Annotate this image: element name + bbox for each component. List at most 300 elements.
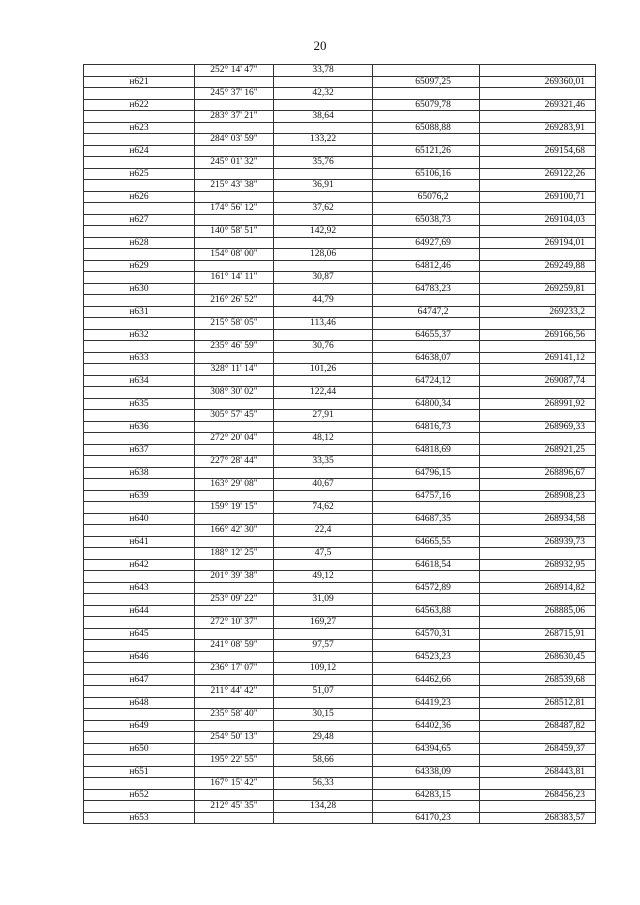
table-row-point bbox=[84, 582, 596, 594]
segment-length-cell: 47,5 bbox=[274, 548, 373, 560]
table-row-point bbox=[84, 421, 596, 433]
table-row-point bbox=[84, 490, 596, 502]
table-row-segment bbox=[84, 364, 596, 376]
angle-cell-empty bbox=[195, 260, 274, 272]
segment-length-cell: 169,27 bbox=[274, 617, 373, 629]
segment-length-cell: 30,15 bbox=[274, 709, 373, 721]
angle-cell-empty bbox=[195, 513, 274, 525]
x-cell-empty bbox=[373, 801, 480, 813]
y-coordinate-cell: 269122,26 bbox=[480, 168, 596, 180]
angle-cell-empty bbox=[195, 490, 274, 502]
y-cell-empty bbox=[480, 548, 596, 560]
table-row-point bbox=[84, 559, 596, 571]
y-coordinate-cell: 268487,82 bbox=[480, 720, 596, 732]
point-name-cell: н650 bbox=[84, 743, 195, 755]
point-cell-empty bbox=[84, 272, 195, 284]
direction-angle-cell: 227° 28' 44" bbox=[195, 456, 274, 468]
segment-length-cell: 133,22 bbox=[274, 134, 373, 146]
y-coordinate-cell: 268934,58 bbox=[480, 513, 596, 525]
angle-cell-empty bbox=[195, 398, 274, 410]
x-coordinate-cell: 64570,31 bbox=[373, 628, 480, 640]
point-cell-empty bbox=[84, 686, 195, 698]
x-cell-empty bbox=[373, 341, 480, 353]
y-cell-empty bbox=[480, 594, 596, 606]
y-cell-empty bbox=[480, 111, 596, 123]
x-cell-empty bbox=[373, 709, 480, 721]
segment-length-cell: 33,78 bbox=[274, 65, 373, 77]
x-cell-empty bbox=[373, 272, 480, 284]
table-row-point bbox=[84, 766, 596, 778]
point-cell-empty bbox=[84, 203, 195, 215]
length-cell-empty bbox=[274, 651, 373, 663]
y-cell-empty bbox=[480, 456, 596, 468]
table-row-point bbox=[84, 329, 596, 341]
table-row-point bbox=[84, 812, 596, 824]
table-row-segment bbox=[84, 709, 596, 721]
segment-length-cell: 31,09 bbox=[274, 594, 373, 606]
point-name-cell: н648 bbox=[84, 697, 195, 709]
length-cell-empty bbox=[274, 766, 373, 778]
x-coordinate-cell: 64665,55 bbox=[373, 536, 480, 548]
direction-angle-cell: 163° 29' 08" bbox=[195, 479, 274, 491]
y-cell-empty bbox=[480, 364, 596, 376]
point-cell-empty bbox=[84, 778, 195, 790]
segment-length-cell: 113,46 bbox=[274, 318, 373, 330]
point-name-cell: н626 bbox=[84, 191, 195, 203]
x-coordinate-cell: 64402,36 bbox=[373, 720, 480, 732]
y-cell-empty bbox=[480, 686, 596, 698]
table-row-segment bbox=[84, 433, 596, 445]
y-coordinate-cell: 268512,81 bbox=[480, 697, 596, 709]
point-name-cell: н624 bbox=[84, 145, 195, 157]
x-coordinate-cell: 65038,73 bbox=[373, 214, 480, 226]
length-cell-empty bbox=[274, 375, 373, 387]
y-cell-empty bbox=[480, 433, 596, 445]
table-row-segment bbox=[84, 755, 596, 767]
angle-cell-empty bbox=[195, 674, 274, 686]
table-row-segment bbox=[84, 318, 596, 330]
y-cell-empty bbox=[480, 134, 596, 146]
point-cell-empty bbox=[84, 732, 195, 744]
point-cell-empty bbox=[84, 640, 195, 652]
point-cell-empty bbox=[84, 801, 195, 813]
table-row-segment bbox=[84, 341, 596, 353]
table-row-segment bbox=[84, 502, 596, 514]
point-cell-empty bbox=[84, 410, 195, 422]
y-coordinate-cell: 268932,95 bbox=[480, 559, 596, 571]
x-cell-empty bbox=[373, 387, 480, 399]
table-row-segment bbox=[84, 571, 596, 583]
point-name-cell: н632 bbox=[84, 329, 195, 341]
point-name-cell: н621 bbox=[84, 76, 195, 88]
direction-angle-cell: 211° 44' 42" bbox=[195, 686, 274, 698]
point-name-cell: н625 bbox=[84, 168, 195, 180]
point-cell-empty bbox=[84, 456, 195, 468]
y-coordinate-cell: 269141,12 bbox=[480, 352, 596, 364]
angle-cell-empty bbox=[195, 789, 274, 801]
table-row-point bbox=[84, 674, 596, 686]
y-coordinate-cell: 268921,25 bbox=[480, 444, 596, 456]
direction-angle-cell: 215° 58' 05" bbox=[195, 318, 274, 330]
y-coordinate-cell: 268456,23 bbox=[480, 789, 596, 801]
table-row-point bbox=[84, 260, 596, 272]
angle-cell-empty bbox=[195, 168, 274, 180]
segment-length-cell: 49,12 bbox=[274, 571, 373, 583]
x-coordinate-cell: 64618,54 bbox=[373, 559, 480, 571]
x-coordinate-cell: 65106,16 bbox=[373, 168, 480, 180]
y-coordinate-cell: 268914,82 bbox=[480, 582, 596, 594]
direction-angle-cell: 235° 58' 40" bbox=[195, 709, 274, 721]
table-row-segment bbox=[84, 456, 596, 468]
table-row-point bbox=[84, 398, 596, 410]
point-name-cell: н634 bbox=[84, 375, 195, 387]
table-row-segment bbox=[84, 410, 596, 422]
x-coordinate-cell: 64818,69 bbox=[373, 444, 480, 456]
y-coordinate-cell: 269166,56 bbox=[480, 329, 596, 341]
point-cell-empty bbox=[84, 571, 195, 583]
point-name-cell: н652 bbox=[84, 789, 195, 801]
x-cell-empty bbox=[373, 778, 480, 790]
point-name-cell: н649 bbox=[84, 720, 195, 732]
table-row-point bbox=[84, 467, 596, 479]
point-name-cell: н633 bbox=[84, 352, 195, 364]
table-row-point bbox=[84, 513, 596, 525]
x-cell-empty bbox=[373, 456, 480, 468]
y-coordinate-cell: 269233,2 bbox=[480, 306, 596, 318]
angle-cell-empty bbox=[195, 582, 274, 594]
point-name-cell: н638 bbox=[84, 467, 195, 479]
point-cell-empty bbox=[84, 157, 195, 169]
table-row-point bbox=[84, 444, 596, 456]
y-coordinate-cell: 268630,45 bbox=[480, 651, 596, 663]
point-cell-empty bbox=[84, 364, 195, 376]
point-name-cell: н629 bbox=[84, 260, 195, 272]
length-cell-empty bbox=[274, 582, 373, 594]
y-cell-empty bbox=[480, 387, 596, 399]
y-cell-empty bbox=[480, 249, 596, 261]
length-cell-empty bbox=[274, 260, 373, 272]
table-row-point bbox=[84, 628, 596, 640]
point-name-cell: н651 bbox=[84, 766, 195, 778]
segment-length-cell: 30,76 bbox=[274, 341, 373, 353]
point-cell-empty bbox=[84, 65, 195, 77]
table-row-point bbox=[84, 743, 596, 755]
point-name-cell: н628 bbox=[84, 237, 195, 249]
x-cell-empty bbox=[373, 318, 480, 330]
point-cell-empty bbox=[84, 295, 195, 307]
table-row-point bbox=[84, 191, 596, 203]
angle-cell-empty bbox=[195, 122, 274, 134]
table-row-point bbox=[84, 352, 596, 364]
length-cell-empty bbox=[274, 283, 373, 295]
point-name-cell: н623 bbox=[84, 122, 195, 134]
point-cell-empty bbox=[84, 249, 195, 261]
length-cell-empty bbox=[274, 306, 373, 318]
y-coordinate-cell: 269283,91 bbox=[480, 122, 596, 134]
point-cell-empty bbox=[84, 387, 195, 399]
table-row-segment bbox=[84, 640, 596, 652]
y-coordinate-cell: 268459,37 bbox=[480, 743, 596, 755]
x-cell-empty bbox=[373, 226, 480, 238]
x-coordinate-cell: 64796,15 bbox=[373, 467, 480, 479]
y-coordinate-cell: 269194,01 bbox=[480, 237, 596, 249]
point-name-cell: н641 bbox=[84, 536, 195, 548]
table-row-segment bbox=[84, 180, 596, 192]
y-cell-empty bbox=[480, 479, 596, 491]
y-cell-empty bbox=[480, 502, 596, 514]
direction-angle-cell: 235° 46' 59" bbox=[195, 341, 274, 353]
x-coordinate-cell: 64523,23 bbox=[373, 651, 480, 663]
y-cell-empty bbox=[480, 617, 596, 629]
x-cell-empty bbox=[373, 479, 480, 491]
direction-angle-cell: 236° 17' 07" bbox=[195, 663, 274, 675]
segment-length-cell: 74,62 bbox=[274, 502, 373, 514]
table-row-segment bbox=[84, 249, 596, 261]
length-cell-empty bbox=[274, 536, 373, 548]
x-coordinate-cell: 64687,35 bbox=[373, 513, 480, 525]
x-cell-empty bbox=[373, 755, 480, 767]
segment-length-cell: 38,64 bbox=[274, 111, 373, 123]
length-cell-empty bbox=[274, 812, 373, 824]
direction-angle-cell: 159° 19' 15" bbox=[195, 502, 274, 514]
angle-cell-empty bbox=[195, 720, 274, 732]
table-row-point bbox=[84, 214, 596, 226]
direction-angle-cell: 216° 26' 52" bbox=[195, 295, 274, 307]
x-cell-empty bbox=[373, 617, 480, 629]
x-cell-empty bbox=[373, 433, 480, 445]
length-cell-empty bbox=[274, 191, 373, 203]
x-cell-empty bbox=[373, 732, 480, 744]
point-cell-empty bbox=[84, 709, 195, 721]
angle-cell-empty bbox=[195, 605, 274, 617]
x-coordinate-cell: 65076,2 bbox=[373, 191, 480, 203]
x-cell-empty bbox=[373, 594, 480, 606]
table-row-point bbox=[84, 306, 596, 318]
x-coordinate-cell: 65088,88 bbox=[373, 122, 480, 134]
point-cell-empty bbox=[84, 88, 195, 100]
point-cell-empty bbox=[84, 525, 195, 537]
angle-cell-empty bbox=[195, 329, 274, 341]
x-cell-empty bbox=[373, 571, 480, 583]
direction-angle-cell: 272° 20' 04" bbox=[195, 433, 274, 445]
segment-length-cell: 48,12 bbox=[274, 433, 373, 445]
x-cell-empty bbox=[373, 410, 480, 422]
point-name-cell: н639 bbox=[84, 490, 195, 502]
angle-cell-empty bbox=[195, 352, 274, 364]
x-coordinate-cell: 64338,09 bbox=[373, 766, 480, 778]
angle-cell-empty bbox=[195, 697, 274, 709]
segment-length-cell: 142,92 bbox=[274, 226, 373, 238]
segment-length-cell: 30,87 bbox=[274, 272, 373, 284]
angle-cell-empty bbox=[195, 76, 274, 88]
length-cell-empty bbox=[274, 490, 373, 502]
x-cell-empty bbox=[373, 111, 480, 123]
direction-angle-cell: 241° 08' 59" bbox=[195, 640, 274, 652]
x-cell-empty bbox=[373, 640, 480, 652]
segment-length-cell: 97,57 bbox=[274, 640, 373, 652]
angle-cell-empty bbox=[195, 145, 274, 157]
table-row-segment bbox=[84, 617, 596, 629]
segment-length-cell: 58,66 bbox=[274, 755, 373, 767]
y-coordinate-cell: 269259,81 bbox=[480, 283, 596, 295]
x-cell-empty bbox=[373, 525, 480, 537]
length-cell-empty bbox=[274, 421, 373, 433]
table-row-segment bbox=[84, 111, 596, 123]
table-row-point bbox=[84, 237, 596, 249]
point-cell-empty bbox=[84, 594, 195, 606]
length-cell-empty bbox=[274, 444, 373, 456]
point-name-cell: н635 bbox=[84, 398, 195, 410]
y-cell-empty bbox=[480, 226, 596, 238]
point-name-cell: н653 bbox=[84, 812, 195, 824]
y-cell-empty bbox=[480, 709, 596, 721]
segment-length-cell: 29,48 bbox=[274, 732, 373, 744]
table-row-segment bbox=[84, 65, 596, 77]
length-cell-empty bbox=[274, 720, 373, 732]
x-cell-empty bbox=[373, 686, 480, 698]
point-name-cell: н645 bbox=[84, 628, 195, 640]
table-row-point bbox=[84, 720, 596, 732]
x-cell-empty bbox=[373, 364, 480, 376]
x-cell-empty bbox=[373, 203, 480, 215]
y-coordinate-cell: 268443,81 bbox=[480, 766, 596, 778]
direction-angle-cell: 215° 43' 38" bbox=[195, 180, 274, 192]
y-cell-empty bbox=[480, 318, 596, 330]
table-row-segment bbox=[84, 663, 596, 675]
table-row-point bbox=[84, 375, 596, 387]
direction-angle-cell: 161° 14' 11" bbox=[195, 272, 274, 284]
angle-cell-empty bbox=[195, 559, 274, 571]
table-row-segment bbox=[84, 387, 596, 399]
x-coordinate-cell: 64563,88 bbox=[373, 605, 480, 617]
table-row-segment bbox=[84, 732, 596, 744]
x-coordinate-cell: 64462,66 bbox=[373, 674, 480, 686]
segment-length-cell: 44,79 bbox=[274, 295, 373, 307]
point-name-cell: н627 bbox=[84, 214, 195, 226]
boundary-coordinates-table bbox=[83, 64, 596, 824]
y-cell-empty bbox=[480, 801, 596, 813]
segment-length-cell: 37,62 bbox=[274, 203, 373, 215]
length-cell-empty bbox=[274, 559, 373, 571]
point-cell-empty bbox=[84, 663, 195, 675]
length-cell-empty bbox=[274, 122, 373, 134]
y-coordinate-cell: 269360,01 bbox=[480, 76, 596, 88]
table-row-point bbox=[84, 145, 596, 157]
x-cell-empty bbox=[373, 65, 480, 77]
point-cell-empty bbox=[84, 341, 195, 353]
segment-length-cell: 128,06 bbox=[274, 249, 373, 261]
point-cell-empty bbox=[84, 111, 195, 123]
point-name-cell: н644 bbox=[84, 605, 195, 617]
point-name-cell: н640 bbox=[84, 513, 195, 525]
y-coordinate-cell: 269249,88 bbox=[480, 260, 596, 272]
y-cell-empty bbox=[480, 732, 596, 744]
direction-angle-cell: 195° 22' 55" bbox=[195, 755, 274, 767]
y-cell-empty bbox=[480, 272, 596, 284]
direction-angle-cell: 272° 10' 37" bbox=[195, 617, 274, 629]
x-cell-empty bbox=[373, 502, 480, 514]
direction-angle-cell: 245° 37' 16" bbox=[195, 88, 274, 100]
direction-angle-cell: 188° 12' 25" bbox=[195, 548, 274, 560]
point-name-cell: н630 bbox=[84, 283, 195, 295]
table-row-segment bbox=[84, 134, 596, 146]
table-row-point bbox=[84, 76, 596, 88]
point-cell-empty bbox=[84, 318, 195, 330]
segment-length-cell: 101,26 bbox=[274, 364, 373, 376]
length-cell-empty bbox=[274, 352, 373, 364]
length-cell-empty bbox=[274, 99, 373, 111]
y-cell-empty bbox=[480, 341, 596, 353]
angle-cell-empty bbox=[195, 237, 274, 249]
x-cell-empty bbox=[373, 134, 480, 146]
length-cell-empty bbox=[274, 168, 373, 180]
y-coordinate-cell: 269104,03 bbox=[480, 214, 596, 226]
x-coordinate-cell: 64812,46 bbox=[373, 260, 480, 272]
point-cell-empty bbox=[84, 755, 195, 767]
y-cell-empty bbox=[480, 203, 596, 215]
angle-cell-empty bbox=[195, 467, 274, 479]
y-cell-empty bbox=[480, 410, 596, 422]
x-coordinate-cell: 65097,25 bbox=[373, 76, 480, 88]
y-cell-empty bbox=[480, 180, 596, 192]
length-cell-empty bbox=[274, 628, 373, 640]
angle-cell-empty bbox=[195, 214, 274, 226]
length-cell-empty bbox=[274, 743, 373, 755]
table-row-point bbox=[84, 536, 596, 548]
x-coordinate-cell: 64927,69 bbox=[373, 237, 480, 249]
table-row-segment bbox=[84, 203, 596, 215]
point-name-cell: н631 bbox=[84, 306, 195, 318]
point-cell-empty bbox=[84, 180, 195, 192]
direction-angle-cell: 308° 30' 02" bbox=[195, 387, 274, 399]
x-coordinate-cell: 64170,23 bbox=[373, 812, 480, 824]
table-row-segment bbox=[84, 525, 596, 537]
x-coordinate-cell: 64283,15 bbox=[373, 789, 480, 801]
direction-angle-cell: 254° 50' 13" bbox=[195, 732, 274, 744]
y-cell-empty bbox=[480, 663, 596, 675]
y-cell-empty bbox=[480, 571, 596, 583]
point-cell-empty bbox=[84, 617, 195, 629]
direction-angle-cell: 167° 15' 42" bbox=[195, 778, 274, 790]
length-cell-empty bbox=[274, 513, 373, 525]
segment-length-cell: 27,91 bbox=[274, 410, 373, 422]
angle-cell-empty bbox=[195, 766, 274, 778]
segment-length-cell: 22,4 bbox=[274, 525, 373, 537]
x-coordinate-cell: 64394,65 bbox=[373, 743, 480, 755]
y-cell-empty bbox=[480, 157, 596, 169]
segment-length-cell: 40,67 bbox=[274, 479, 373, 491]
table-body bbox=[84, 65, 596, 824]
segment-length-cell: 36,91 bbox=[274, 180, 373, 192]
angle-cell-empty bbox=[195, 444, 274, 456]
table-row-segment bbox=[84, 295, 596, 307]
segment-length-cell: 33,35 bbox=[274, 456, 373, 468]
x-cell-empty bbox=[373, 88, 480, 100]
x-coordinate-cell: 65121,26 bbox=[373, 145, 480, 157]
table-row-point bbox=[84, 122, 596, 134]
direction-angle-cell: 174° 56' 12" bbox=[195, 203, 274, 215]
length-cell-empty bbox=[274, 697, 373, 709]
length-cell-empty bbox=[274, 329, 373, 341]
y-coordinate-cell: 269154,68 bbox=[480, 145, 596, 157]
x-coordinate-cell: 64800,34 bbox=[373, 398, 480, 410]
angle-cell-empty bbox=[195, 421, 274, 433]
angle-cell-empty bbox=[195, 99, 274, 111]
point-name-cell: н636 bbox=[84, 421, 195, 433]
x-coordinate-cell: 64655,37 bbox=[373, 329, 480, 341]
y-cell-empty bbox=[480, 65, 596, 77]
length-cell-empty bbox=[274, 467, 373, 479]
